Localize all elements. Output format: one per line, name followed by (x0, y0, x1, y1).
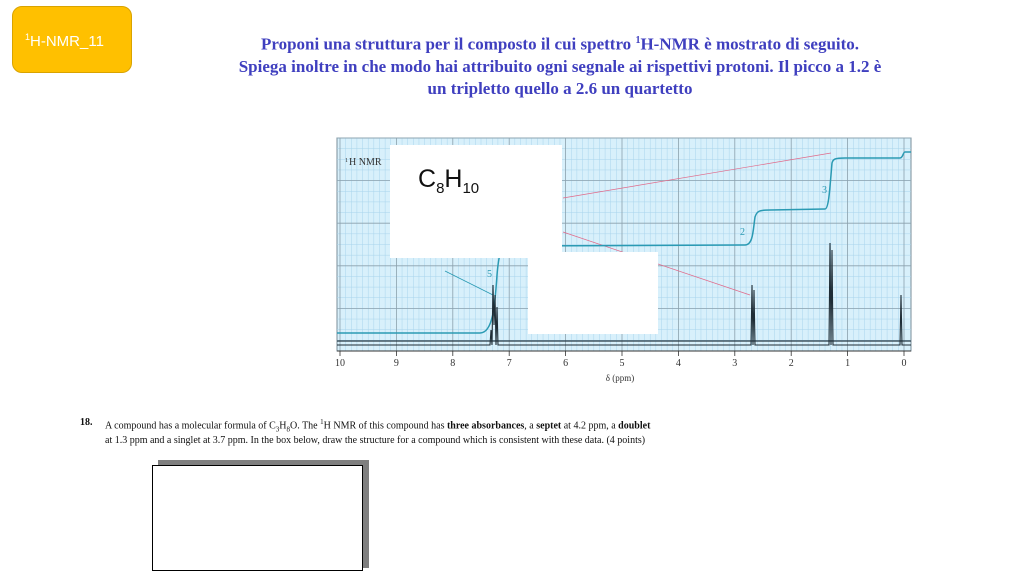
svg-text:1: 1 (345, 158, 348, 164)
blank-cover-box (528, 252, 658, 334)
question-18 (80, 417, 660, 446)
x-tick-label: 2 (788, 358, 794, 369)
x-tick-label: 10 (335, 358, 345, 369)
badge-label: H-NMR_11 (30, 33, 104, 50)
x-tick-label: 0 (901, 358, 907, 369)
integration-5: 5 (487, 269, 492, 280)
spectrum-label (345, 157, 382, 168)
x-tick-label: 3 (732, 358, 738, 369)
svg-text:H NMR: H NMR (349, 157, 382, 168)
x-tick-label: 5 (619, 358, 625, 369)
integration-2: 2 (740, 227, 745, 238)
x-axis-tick-labels (335, 358, 907, 369)
slide-badge (12, 6, 132, 73)
formula-box (390, 145, 562, 258)
molecular-formula: $C_8H_{10}$ (418, 165, 480, 197)
slide-heading (190, 30, 930, 100)
x-tick-label: 6 (563, 358, 569, 369)
question-text: A compound has a molecular formula of $C_3H_8O$. The $^1$H NMR of this compound has three absorbances, a septet at 4.2 ppm, a doublet at 1.3 ppm and a singlet at 3.7 ppm. In the box below, draw the structure for a compound which is consistent with these data. (4 points) (105, 418, 651, 447)
heading-line-2: Spiega inoltre in che modo hai attribuito ogni segnale ai rispettivi protoni. Il picco a 1.2 è (238, 56, 882, 76)
x-tick-label: 8 (450, 358, 456, 369)
x-tick-label: 1 (845, 358, 851, 369)
x-tick-label: 7 (506, 358, 512, 369)
x-tick-label: 9 (393, 358, 399, 369)
heading-line-3: un tripletto quello a 2.6 un quartetto (427, 78, 693, 98)
question-number: 18. (80, 417, 93, 428)
integration-3: 3 (822, 185, 827, 196)
x-axis-label: δ (ppm) (605, 373, 635, 383)
heading-line-1: Proponi una struttura per il composto il cui spettro $^1$H-NMR è mostrato di seguito. (260, 34, 860, 54)
answer-box[interactable] (152, 465, 363, 571)
badge-superscript: 1 (25, 32, 31, 42)
x-tick-label: 4 (675, 358, 681, 369)
